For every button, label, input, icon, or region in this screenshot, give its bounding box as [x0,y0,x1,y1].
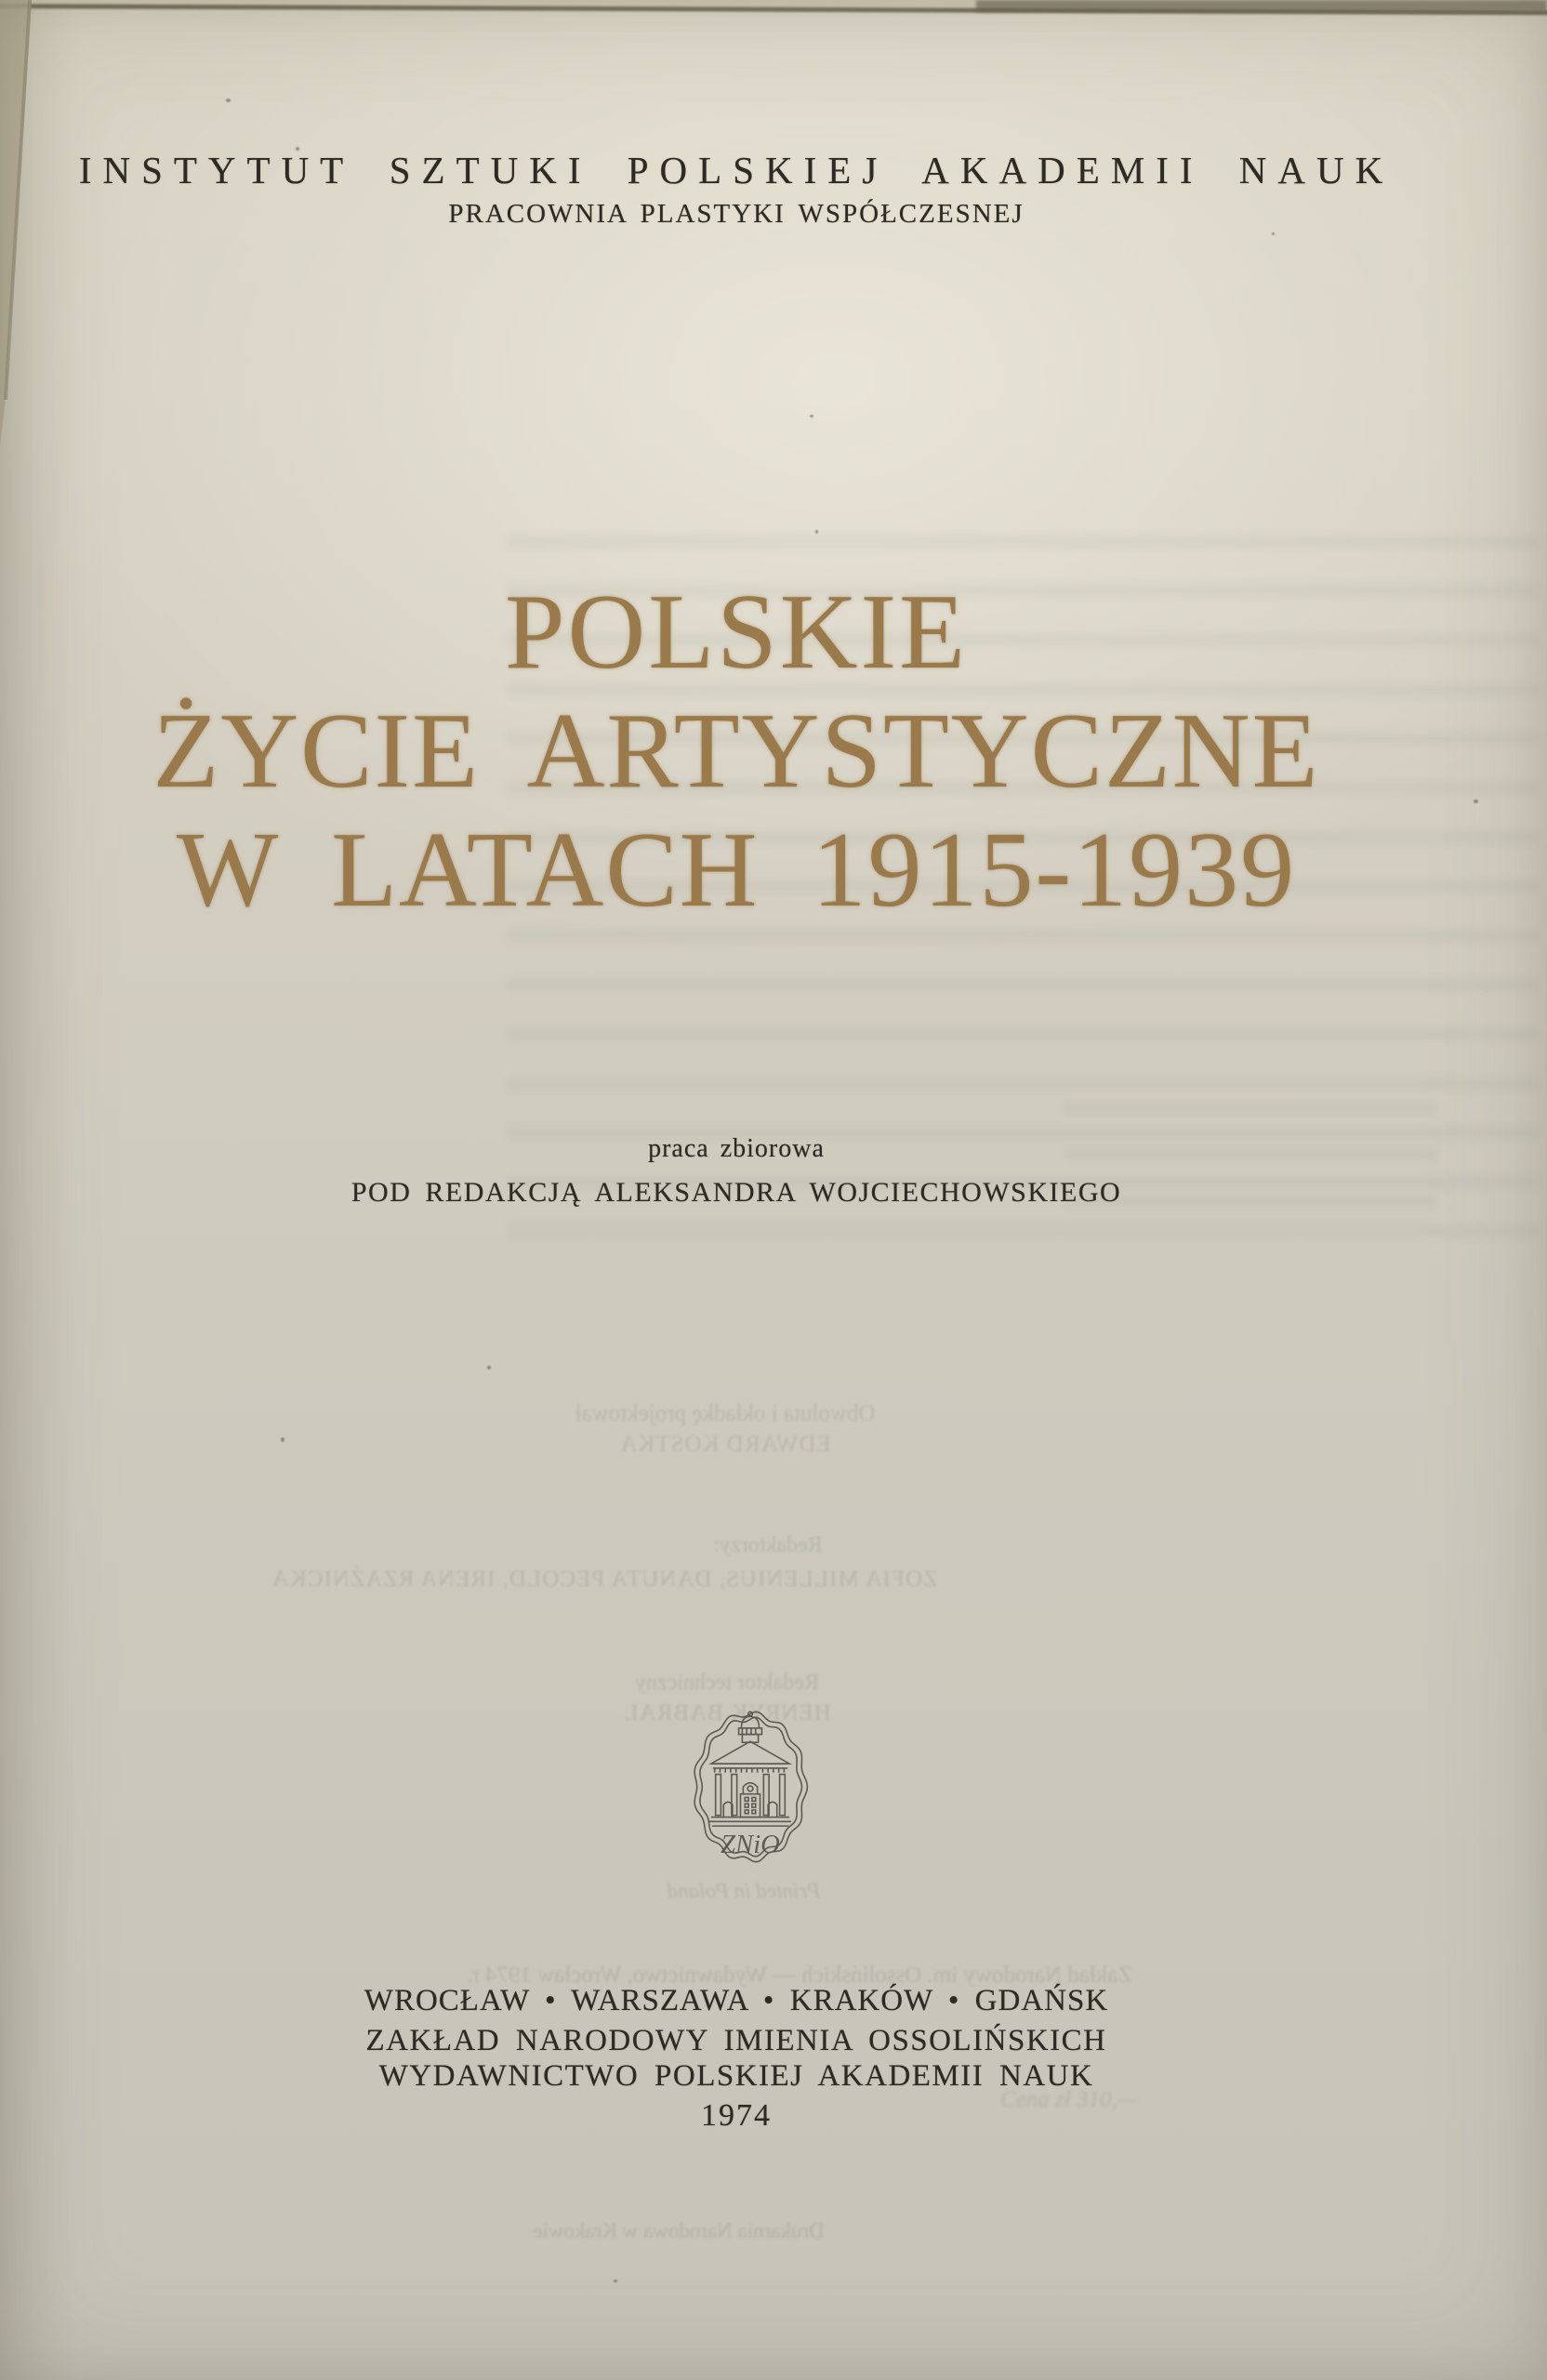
dust-speck [226,99,231,102]
show-through-tech-editor-name: HENRYK BABRAL [623,1700,831,1726]
dust-speck [815,530,818,534]
dust-speck [296,147,299,151]
imprint-year: 1974 [701,2098,772,2133]
emblem-door-panels [745,1797,755,1813]
emblem-column [716,1775,721,1816]
department-line: PRACOWNIA PLASTYKI WSPÓŁCZESNEJ [448,199,1025,229]
show-through-designer-caption: Obwoluta i okładkę projektował [575,1401,876,1426]
work-type-line: praca zbiorowa [648,1134,825,1163]
dust-speck [281,1437,284,1442]
book-title-line-2: ŻYCIE ARTYSTYCZNE [152,692,1320,811]
ossolineum-emblem-icon [688,1707,813,1867]
emblem-column [780,1775,786,1816]
show-through-printer-line: Drukarnia Narodowa w Krakowie [533,2219,825,2242]
emblem-monogram: ZNiO [721,1829,780,1859]
show-through-designer-name: EDWARD KOSTKA [619,1432,831,1457]
dust-speck [1272,232,1275,235]
show-through-editors-caption: Redaktorzy: [713,1533,823,1557]
show-through-imprint-line: Zakład Narodowy im. Ossolińskich — Wydawnictwo, Wrocław 1974 r. [467,1963,1132,1988]
dust-speck [487,1366,491,1369]
emblem-pediment [711,1741,789,1764]
imprint-publisher-line-2: WYDAWNICTWO POLSKIEJ AKADEMII NAUK [378,2059,1094,2093]
show-through-price: Cena zł 310,— [1000,2087,1138,2112]
emblem-niche-figure [747,1786,753,1792]
emblem-door [740,1794,760,1818]
emblem-arched-niche [743,1783,757,1794]
book-title-line-3: W LATACH 1915-1939 [176,811,1297,930]
page-top-right-shadow [976,0,1547,12]
dust-speck [614,2280,617,2282]
institute-line: INSTYTUT SZTUKI POLSKIEJ AKADEMII NAUK [78,149,1395,192]
imprint-cities-line: WROCŁAW • WARSZAWA • KRAKÓW • GDAŃSK [364,1984,1109,2017]
dust-speck [810,415,813,417]
emblem-entablature [713,1764,787,1768]
imprint-publisher-line-1: ZAKŁAD NARODOWY IMIENIA OSSOLIŃSKICH [365,2024,1107,2057]
show-through-tech-editor-caption: Redaktor techniczny [635,1671,819,1695]
show-through-printed-in: Printed in Poland [667,1879,821,1902]
book-title-line-1: POLSKIE [505,573,968,692]
edited-by-line: POD REDAKCJĄ ALEKSANDRA WOJCIECHOWSKIEGO [350,1177,1122,1208]
show-through-editors-names: ZOFIA MILLENIUS, DANUTA PECOLD, IRENA RZAŹNICKA [271,1567,938,1592]
emblem-base-steps [709,1818,791,1827]
dust-speck [1474,800,1478,803]
emblem-dome-band-hatch [742,1728,755,1735]
